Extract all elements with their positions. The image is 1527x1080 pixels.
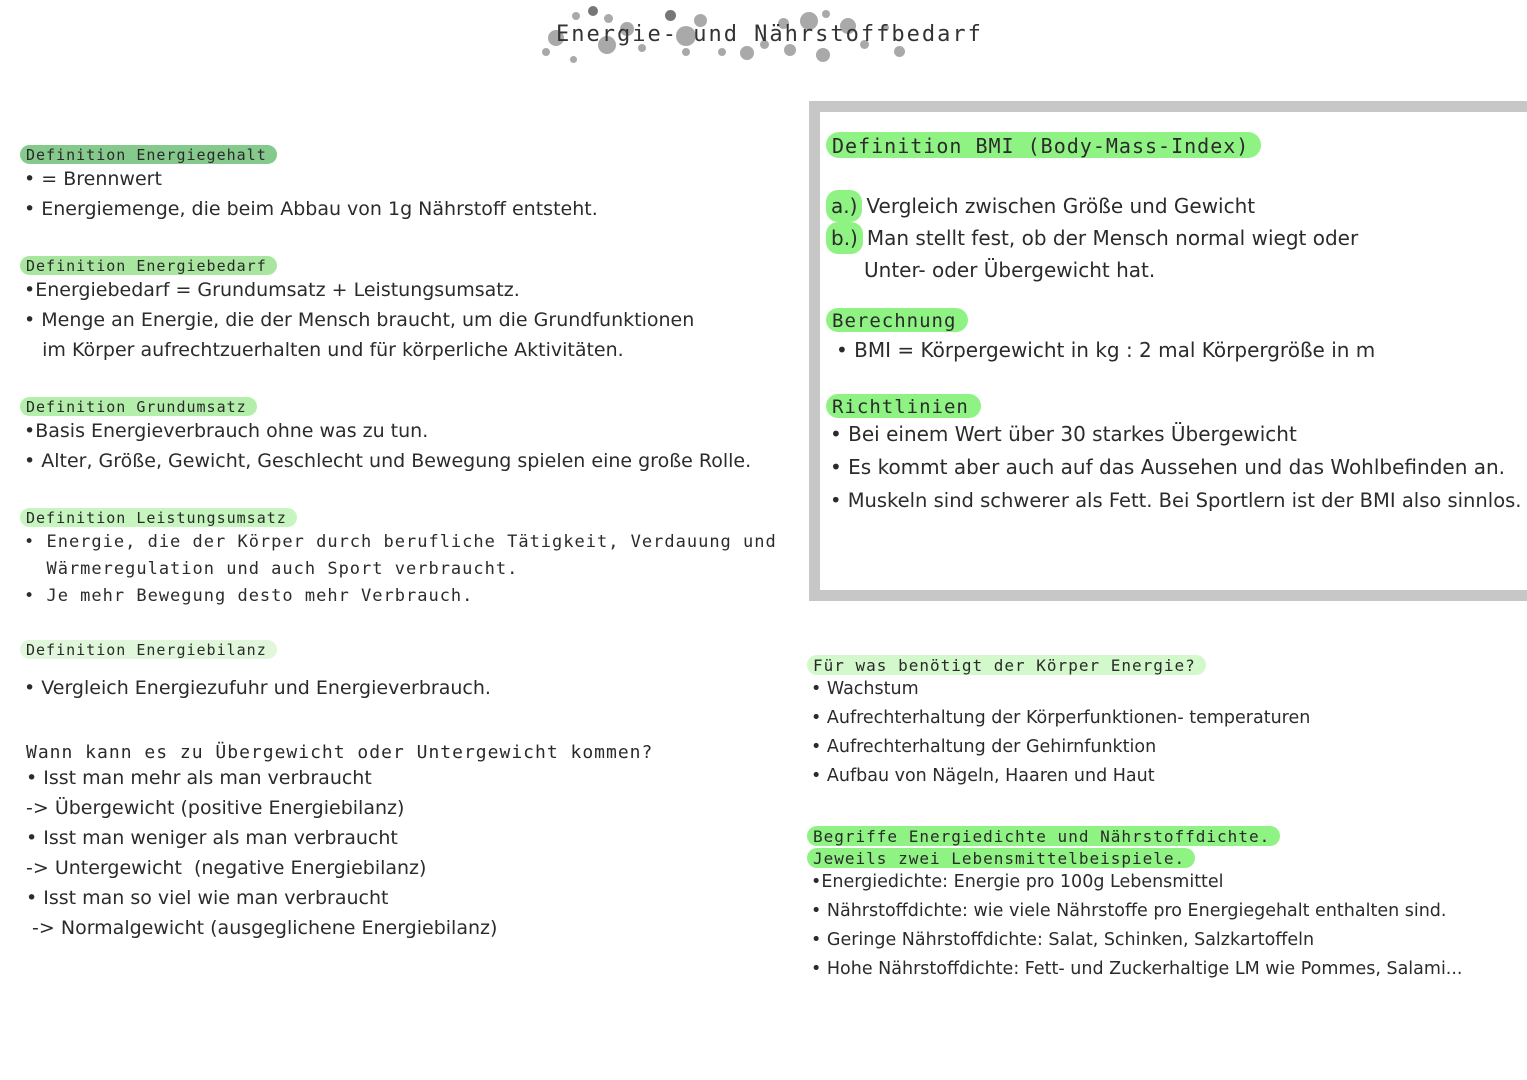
text-a: Vergleich zwischen Größe und Gewicht — [866, 194, 1256, 218]
label-b: b.) — [826, 222, 863, 254]
section-energiegehalt — [20, 145, 598, 224]
heading-wozu: Für was benötigt der Körper Energie? — [807, 655, 1206, 675]
text-line: • Nährstoffdichte: wie viele Nährstoffe pro Energiegehalt enthalten sind. — [811, 901, 1447, 921]
text-line: • Energiemenge, die beim Abbau von 1g Nährstoff entsteht. — [24, 198, 598, 220]
text-line: -> Normalgewicht (ausgeglichene Energiebilanz) — [26, 917, 498, 939]
text-line: •Basis Energieverbrauch ohne was zu tun. — [24, 420, 429, 442]
text-line: • Geringe Nährstoffdichte: Salat, Schinken, Salzkartoffeln — [811, 930, 1315, 950]
bmi-formula: • BMI = Körpergewicht in kg : 2 mal Körpergröße in m — [836, 338, 1376, 362]
bmi-point-b — [826, 222, 1521, 254]
text-line: • Wachstum — [811, 679, 919, 699]
text-b-cont: Unter- oder Übergewicht hat. — [864, 258, 1156, 282]
rule-line: • Es kommt aber auch auf das Aussehen und das Wohlbefinden an. — [830, 455, 1506, 479]
text-b: Man stellt fest, ob der Mensch normal wiegt oder — [866, 226, 1359, 250]
section-leistungsumsatz — [20, 508, 777, 610]
rule-line: • Bei einem Wert über 30 starkes Übergewicht — [830, 422, 1297, 446]
text-line: • Aufbau von Nägeln, Haaren und Haut — [811, 766, 1155, 786]
text-line: • Alter, Größe, Gewicht, Geschlecht und Bewegung spielen eine große Rolle. — [24, 450, 752, 472]
text-line: • Aufrechterhaltung der Gehirnfunktion — [811, 737, 1157, 757]
text-line: •Energiedichte: Energie pro 100g Lebensmittel — [811, 872, 1224, 892]
section-dichte — [807, 826, 1463, 984]
text-line: im Körper aufrechtzuerhalten und für körperliche Aktivitäten. — [24, 339, 624, 361]
text-line: Wärmeregulation und auch Sport verbraucht. — [24, 559, 519, 579]
text-line: • Aufrechterhaltung der Körperfunktionen- temperaturen — [811, 708, 1311, 728]
text-line: • Isst man so viel wie man verbraucht — [26, 887, 389, 909]
text-line: -> Übergewicht (positive Energiebilanz) — [26, 797, 405, 819]
text-line: • Isst man weniger als man verbraucht — [26, 827, 398, 849]
section-wozu — [807, 655, 1310, 791]
text-line: -> Untergewicht (negative Energiebilanz) — [26, 857, 427, 879]
heading-dichte-1: Begriffe Energiedichte und Nährstoffdichte. — [807, 826, 1280, 846]
text-line: • Energie, die der Körper durch berufliche Tätigkeit, Verdauung und — [24, 532, 777, 552]
heading-energiebedarf: Definition Energiebedarf — [20, 256, 277, 275]
heading-grundumsatz: Definition Grundumsatz — [20, 397, 257, 416]
section-uebergewicht — [26, 742, 653, 943]
heading-bmi: Definition BMI (Body-Mass-Index) — [826, 132, 1261, 158]
text-line: • Je mehr Bewegung desto mehr Verbrauch. — [24, 586, 474, 606]
bmi-point-a — [826, 190, 1521, 222]
heading-energiegehalt: Definition Energiegehalt — [20, 145, 277, 164]
label-a: a.) — [826, 190, 862, 222]
text-line: • Isst man mehr als man verbraucht — [26, 767, 372, 789]
heading-berechnung: Berechnung — [826, 308, 968, 332]
text-line: • = Brennwert — [24, 168, 162, 190]
section-energiebilanz — [20, 640, 491, 703]
text-line: • Menge an Energie, die der Mensch braucht, um die Grundfunktionen — [24, 309, 695, 331]
heading-energiebilanz: Definition Energiebilanz — [20, 640, 277, 659]
section-energiebedarf — [20, 256, 694, 365]
rule-line: • Muskeln sind schwerer als Fett. Bei Sportlern ist der BMI also sinnlos. — [830, 489, 1522, 512]
heading-uebergewicht: Wann kann es zu Übergewicht oder Untergewicht kommen? — [26, 742, 654, 763]
heading-richtlinien: Richtlinien — [826, 394, 981, 418]
section-bmi — [826, 132, 1521, 517]
section-grundumsatz — [20, 397, 751, 476]
text-line: • Vergleich Energiezufuhr und Energieverbrauch. — [24, 677, 491, 699]
heading-leistungsumsatz: Definition Leistungsumsatz — [20, 508, 297, 527]
text-line: • Hohe Nährstoffdichte: Fett- und Zuckerhaltige LM wie Pommes, Salami... — [811, 959, 1463, 979]
page-title: Energie- und Nährstoffbedarf — [556, 22, 983, 47]
text-line: •Energiebedarf = Grundumsatz + Leistungsumsatz. — [24, 279, 520, 301]
heading-dichte-2: Jeweils zwei Lebensmittelbeispiele. — [807, 848, 1195, 868]
